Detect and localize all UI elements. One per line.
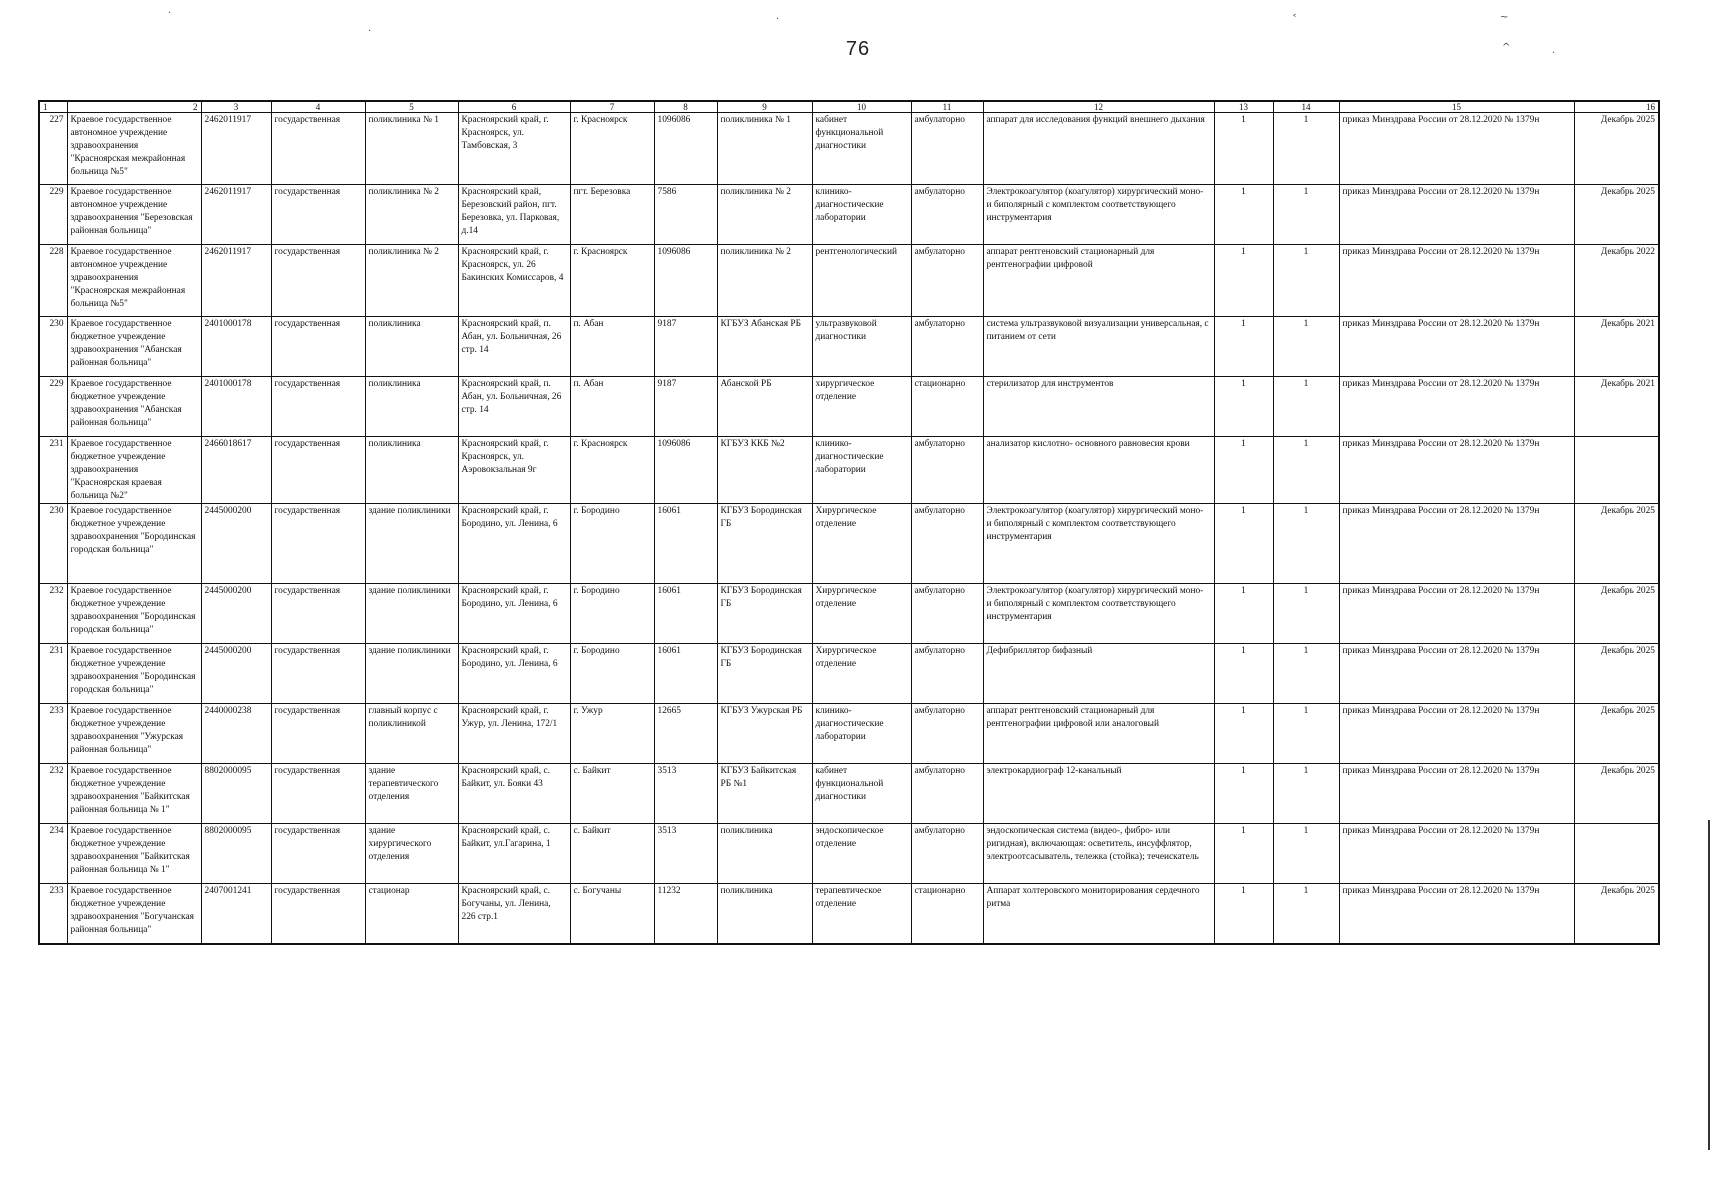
cell-number: 234 — [39, 824, 67, 884]
cell-number: 232 — [39, 584, 67, 644]
column-header: 16 — [1574, 101, 1659, 113]
cell-ownership: государственная — [271, 644, 365, 704]
cell-number: 230 — [39, 317, 67, 377]
cell-number: 232 — [39, 764, 67, 824]
cell-regulation: приказ Минздрава России от 28.12.2020 № 1379н — [1339, 644, 1574, 704]
cell-unit: КГБУЗ Ужурская РБ — [717, 704, 812, 764]
cell-equipment: Электрокоагулятор (коагулятор) хирургический моно- и биполярный с комплектом соответствующего инструментария — [983, 504, 1214, 584]
cell-inn: 8802000095 — [201, 824, 271, 884]
cell-ownership: государственная — [271, 377, 365, 437]
registry-sheet — [38, 100, 1658, 945]
cell-equipment: эндоскопическая система (видео-, фибро- или ригидная), включающая: осветитель, инсуффлятор, электроотсасыватель, тележка (стойка); течеискатель — [983, 824, 1214, 884]
cell-unit: КГБУЗ ККБ №2 — [717, 437, 812, 504]
cell-unit: Абанской РБ — [717, 377, 812, 437]
column-header: 7 — [570, 101, 654, 113]
cell-equipment: анализатор кислотно- основного равновесия крови — [983, 437, 1214, 504]
cell-population: 1096086 — [654, 245, 717, 317]
cell-population: 11232 — [654, 884, 717, 944]
cell-equipment: электрокардиограф 12-канальный — [983, 764, 1214, 824]
equipment-registry-table — [38, 100, 1660, 945]
cell-ownership: государственная — [271, 584, 365, 644]
cell-settlement: г. Ужур — [570, 704, 654, 764]
cell-building: здание поликлиники — [365, 644, 458, 704]
cell-care-form: амбулаторно — [911, 185, 983, 245]
cell-ownership: государственная — [271, 824, 365, 884]
cell-care-form: амбулаторно — [911, 644, 983, 704]
cell-unit: КГБУЗ Бородинская ГБ — [717, 584, 812, 644]
cell-deadline: Декабрь 2025 — [1574, 644, 1659, 704]
cell-equipment: Электрокоагулятор (коагулятор) хирургический моно- и биполярный с комплектом соответствующего инструментария — [983, 584, 1214, 644]
cell-quantity-required: 1 — [1214, 504, 1273, 584]
cell-quantity-required: 1 — [1214, 377, 1273, 437]
cell-equipment: система ультразвуковой визуализации универсальная, с питанием от сети — [983, 317, 1214, 377]
cell-department: хирургическое отделение — [812, 377, 911, 437]
column-header: 2 — [67, 101, 201, 113]
cell-care-form: амбулаторно — [911, 764, 983, 824]
cell-institution: Краевое государственное бюджетное учреждение здравоохранения "Байкитская районная больница № 1" — [67, 824, 201, 884]
scan-speck: · — [368, 26, 372, 37]
cell-population: 7586 — [654, 185, 717, 245]
cell-number: 230 — [39, 504, 67, 584]
cell-deadline: Декабрь 2025 — [1574, 504, 1659, 584]
cell-ownership: государственная — [271, 185, 365, 245]
cell-quantity-planned: 1 — [1273, 245, 1339, 317]
cell-population: 9187 — [654, 377, 717, 437]
cell-quantity-required: 1 — [1214, 185, 1273, 245]
cell-inn: 2462011917 — [201, 245, 271, 317]
cell-regulation: приказ Минздрава России от 28.12.2020 № 1379н — [1339, 437, 1574, 504]
scan-speck: ˂ — [1292, 14, 1297, 25]
cell-address: Красноярский край, г. Бородино, ул. Ленина, 6 — [458, 584, 570, 644]
table-row — [39, 317, 1659, 377]
cell-department: терапевтическое отделение — [812, 884, 911, 944]
cell-address: Красноярский край, г. Ужур, ул. Ленина, 172/1 — [458, 704, 570, 764]
cell-institution: Краевое государственное бюджетное учреждение здравоохранения "Богучанская районная больница" — [67, 884, 201, 944]
cell-institution: Краевое государственное бюджетное учреждение здравоохранения "Абанская районная больница" — [67, 377, 201, 437]
cell-population: 16061 — [654, 644, 717, 704]
registry-body — [39, 113, 1659, 944]
column-header: 3 — [201, 101, 271, 113]
cell-equipment: Электрокоагулятор (коагулятор) хирургический моно- и биполярный с комплектом соответствующего инструментария — [983, 185, 1214, 245]
cell-unit: КГБУЗ Байкитская РБ №1 — [717, 764, 812, 824]
page-number: 76 — [845, 38, 871, 60]
cell-regulation: приказ Минздрава России от 28.12.2020 № 1379н — [1339, 504, 1574, 584]
table-row — [39, 764, 1659, 824]
column-header: 6 — [458, 101, 570, 113]
table-row — [39, 185, 1659, 245]
cell-quantity-planned: 1 — [1273, 317, 1339, 377]
cell-care-form: стационарно — [911, 884, 983, 944]
cell-care-form: амбулаторно — [911, 317, 983, 377]
cell-deadline: Декабрь 2025 — [1574, 185, 1659, 245]
cell-deadline: Декабрь 2025 — [1574, 764, 1659, 824]
cell-address: Красноярский край, г. Красноярск, ул. Тамбовская, 3 — [458, 113, 570, 185]
cell-institution: Краевое государственное бюджетное учреждение здравоохранения "Бородинская городская больница" — [67, 644, 201, 704]
cell-address: Красноярский край, п. Абан, ул. Больничная, 26 стр. 14 — [458, 317, 570, 377]
cell-building: главный корпус с поликлиникой — [365, 704, 458, 764]
cell-ownership: государственная — [271, 437, 365, 504]
scan-speck: ^ — [1502, 42, 1511, 53]
table-row — [39, 704, 1659, 764]
cell-unit: КГБУЗ Бородинская ГБ — [717, 504, 812, 584]
cell-quantity-planned: 1 — [1273, 884, 1339, 944]
cell-address: Красноярский край, г. Красноярск, ул. Аэровокзальная 9г — [458, 437, 570, 504]
cell-number: 231 — [39, 437, 67, 504]
column-header: 10 — [812, 101, 911, 113]
cell-equipment: аппарат рентгеновский стационарный для рентгенографии цифровой — [983, 245, 1214, 317]
cell-regulation: приказ Минздрава России от 28.12.2020 № 1379н — [1339, 884, 1574, 944]
cell-quantity-planned: 1 — [1273, 504, 1339, 584]
header-row — [39, 101, 1659, 113]
cell-deadline: Декабрь 2025 — [1574, 884, 1659, 944]
cell-address: Красноярский край, г. Красноярск, ул. 26 Бакинских Комиссаров, 4 — [458, 245, 570, 317]
cell-institution: Краевое государственное бюджетное учреждение здравоохранения "Красноярская краевая больница №2" — [67, 437, 201, 504]
cell-regulation: приказ Минздрава России от 28.12.2020 № 1379н — [1339, 704, 1574, 764]
cell-number: 233 — [39, 704, 67, 764]
scan-speck: ~ — [1500, 12, 1509, 23]
cell-deadline: Декабрь 2021 — [1574, 317, 1659, 377]
cell-building: здание поликлиники — [365, 504, 458, 584]
cell-quantity-required: 1 — [1214, 884, 1273, 944]
cell-equipment: стерилизатор для инструментов — [983, 377, 1214, 437]
cell-number: 227 — [39, 113, 67, 185]
cell-care-form: амбулаторно — [911, 113, 983, 185]
cell-number: 233 — [39, 884, 67, 944]
cell-quantity-required: 1 — [1214, 245, 1273, 317]
cell-department: Хирургическое отделение — [812, 584, 911, 644]
column-header: 12 — [983, 101, 1214, 113]
cell-settlement: п. Абан — [570, 317, 654, 377]
cell-quantity-required: 1 — [1214, 764, 1273, 824]
cell-institution: Краевое государственное бюджетное учреждение здравоохранения "Абанская районная больница" — [67, 317, 201, 377]
cell-equipment: аппарат рентгеновский стационарный для рентгенографии цифровой или аналоговый — [983, 704, 1214, 764]
cell-deadline: Декабрь 2025 — [1574, 704, 1659, 764]
cell-regulation: приказ Минздрава России от 28.12.2020 № 1379н — [1339, 113, 1574, 185]
cell-building: поликлиника № 1 — [365, 113, 458, 185]
cell-settlement: г. Красноярск — [570, 437, 654, 504]
cell-deadline: Декабрь 2021 — [1574, 377, 1659, 437]
cell-deadline: Декабрь 2025 — [1574, 113, 1659, 185]
table-row — [39, 644, 1659, 704]
cell-unit: поликлиника № 2 — [717, 245, 812, 317]
cell-ownership: государственная — [271, 113, 365, 185]
cell-department: ультразвуковой диагностики — [812, 317, 911, 377]
cell-care-form: амбулаторно — [911, 584, 983, 644]
cell-unit: поликлиника — [717, 824, 812, 884]
cell-quantity-required: 1 — [1214, 644, 1273, 704]
scan-speck: · — [1552, 48, 1556, 59]
cell-quantity-required: 1 — [1214, 584, 1273, 644]
cell-deadline: Декабрь 2022 — [1574, 245, 1659, 317]
cell-population: 1096086 — [654, 437, 717, 504]
cell-number: 229 — [39, 377, 67, 437]
cell-settlement: с. Байкит — [570, 824, 654, 884]
cell-deadline — [1574, 824, 1659, 884]
cell-address: Красноярский край, с. Богучаны, ул. Ленина, 226 стр.1 — [458, 884, 570, 944]
cell-address: Красноярский край, Березовский район, пгт. Березовка, ул. Парковая, д.14 — [458, 185, 570, 245]
cell-inn: 8802000095 — [201, 764, 271, 824]
cell-building: поликлиника — [365, 317, 458, 377]
cell-inn: 2407001241 — [201, 884, 271, 944]
cell-department: эндоскопическое отделение — [812, 824, 911, 884]
cell-institution: Краевое государственное автономное учреждение здравоохранения "Красноярская межрайонная больница №5" — [67, 245, 201, 317]
column-header: 1 — [39, 101, 67, 113]
cell-population: 1096086 — [654, 113, 717, 185]
cell-deadline: Декабрь 2025 — [1574, 584, 1659, 644]
cell-care-form: амбулаторно — [911, 245, 983, 317]
cell-department: Хирургическое отделение — [812, 644, 911, 704]
cell-settlement: г. Бородино — [570, 584, 654, 644]
table-row — [39, 504, 1659, 584]
cell-unit: поликлиника — [717, 884, 812, 944]
cell-department: рентгенологический — [812, 245, 911, 317]
cell-quantity-planned: 1 — [1273, 185, 1339, 245]
cell-quantity-required: 1 — [1214, 113, 1273, 185]
cell-regulation: приказ Минздрава России от 28.12.2020 № 1379н — [1339, 824, 1574, 884]
table-row — [39, 437, 1659, 504]
column-header: 11 — [911, 101, 983, 113]
cell-care-form: стационарно — [911, 377, 983, 437]
cell-department: клинико-диагностические лаборатории — [812, 185, 911, 245]
cell-building: поликлиника № 2 — [365, 185, 458, 245]
column-header: 9 — [717, 101, 812, 113]
cell-building: поликлиника — [365, 437, 458, 504]
cell-quantity-planned: 1 — [1273, 584, 1339, 644]
cell-inn: 2401000178 — [201, 377, 271, 437]
cell-department: кабинет функциональной диагностики — [812, 113, 911, 185]
cell-institution: Краевое государственное бюджетное учреждение здравоохранения "Ужурская районная больница" — [67, 704, 201, 764]
cell-number: 231 — [39, 644, 67, 704]
cell-settlement: п. Абан — [570, 377, 654, 437]
cell-inn: 2445000200 — [201, 644, 271, 704]
column-header: 14 — [1273, 101, 1339, 113]
cell-quantity-planned: 1 — [1273, 824, 1339, 884]
cell-population: 3513 — [654, 764, 717, 824]
cell-settlement: с. Байкит — [570, 764, 654, 824]
cell-regulation: приказ Минздрава России от 28.12.2020 № 1379н — [1339, 185, 1574, 245]
cell-regulation: приказ Минздрава России от 28.12.2020 № 1379н — [1339, 317, 1574, 377]
cell-address: Красноярский край, г. Бородино, ул. Ленина, 6 — [458, 504, 570, 584]
scan-edge-line — [1708, 820, 1710, 1150]
cell-address: Красноярский край, с. Байкит, ул.Гагарина, 1 — [458, 824, 570, 884]
cell-building: поликлиника — [365, 377, 458, 437]
cell-inn: 2466018617 — [201, 437, 271, 504]
cell-care-form: амбулаторно — [911, 437, 983, 504]
cell-quantity-required: 1 — [1214, 704, 1273, 764]
cell-quantity-planned: 1 — [1273, 377, 1339, 437]
cell-regulation: приказ Минздрава России от 28.12.2020 № 1379н — [1339, 377, 1574, 437]
cell-settlement: с. Богучаны — [570, 884, 654, 944]
cell-building: стационар — [365, 884, 458, 944]
cell-department: кабинет функциональной диагностики — [812, 764, 911, 824]
cell-address: Красноярский край, г. Бородино, ул. Ленина, 6 — [458, 644, 570, 704]
cell-ownership: государственная — [271, 245, 365, 317]
cell-regulation: приказ Минздрава России от 28.12.2020 № 1379н — [1339, 245, 1574, 317]
cell-quantity-planned: 1 — [1273, 437, 1339, 504]
cell-inn: 2462011917 — [201, 113, 271, 185]
cell-department: Хирургическое отделение — [812, 504, 911, 584]
cell-ownership: государственная — [271, 884, 365, 944]
cell-ownership: государственная — [271, 704, 365, 764]
cell-quantity-required: 1 — [1214, 437, 1273, 504]
cell-institution: Краевое государственное бюджетное учреждение здравоохранения "Бородинская городская больница" — [67, 504, 201, 584]
cell-ownership: государственная — [271, 764, 365, 824]
table-row — [39, 113, 1659, 185]
cell-equipment: Аппарат холтеровского мониторирования сердечного ритма — [983, 884, 1214, 944]
cell-deadline — [1574, 437, 1659, 504]
table-row — [39, 824, 1659, 884]
cell-regulation: приказ Минздрава России от 28.12.2020 № 1379н — [1339, 764, 1574, 824]
cell-department: клинико-диагностические лаборатории — [812, 437, 911, 504]
cell-ownership: государственная — [271, 317, 365, 377]
cell-population: 3513 — [654, 824, 717, 884]
column-header: 4 — [271, 101, 365, 113]
cell-inn: 2401000178 — [201, 317, 271, 377]
cell-settlement: пгт. Березовка — [570, 185, 654, 245]
cell-settlement: г. Бородино — [570, 504, 654, 584]
cell-ownership: государственная — [271, 504, 365, 584]
cell-care-form: амбулаторно — [911, 704, 983, 764]
cell-number: 228 — [39, 245, 67, 317]
cell-settlement: г. Бородино — [570, 644, 654, 704]
cell-institution: Краевое государственное автономное учреждение здравоохранения "Березовская районная больница" — [67, 185, 201, 245]
cell-address: Красноярский край, п. Абан, ул. Больничная, 26 стр. 14 — [458, 377, 570, 437]
cell-equipment: Дефибриллятор бифазный — [983, 644, 1214, 704]
cell-unit: поликлиника № 1 — [717, 113, 812, 185]
table-row — [39, 377, 1659, 437]
cell-number: 229 — [39, 185, 67, 245]
column-header: 13 — [1214, 101, 1273, 113]
column-header: 15 — [1339, 101, 1574, 113]
cell-quantity-required: 1 — [1214, 317, 1273, 377]
table-row — [39, 584, 1659, 644]
cell-inn: 2445000200 — [201, 504, 271, 584]
table-row — [39, 245, 1659, 317]
cell-inn: 2440000238 — [201, 704, 271, 764]
scan-speck: · — [168, 8, 172, 19]
cell-institution: Краевое государственное автономное учреждение здравоохранения "Красноярская межрайонная больница №5" — [67, 113, 201, 185]
column-header: 8 — [654, 101, 717, 113]
cell-quantity-required: 1 — [1214, 824, 1273, 884]
cell-settlement: г. Красноярск — [570, 245, 654, 317]
cell-care-form: амбулаторно — [911, 504, 983, 584]
cell-care-form: амбулаторно — [911, 824, 983, 884]
cell-building: здание поликлиники — [365, 584, 458, 644]
cell-regulation: приказ Минздрава России от 28.12.2020 № 1379н — [1339, 584, 1574, 644]
cell-address: Красноярский край, с. Байкит, ул. Бояки 43 — [458, 764, 570, 824]
cell-quantity-planned: 1 — [1273, 113, 1339, 185]
cell-building: здание терапевтического отделения — [365, 764, 458, 824]
cell-population: 12665 — [654, 704, 717, 764]
column-header: 5 — [365, 101, 458, 113]
cell-inn: 2445000200 — [201, 584, 271, 644]
scan-speck: · — [776, 14, 780, 25]
cell-unit: поликлиника № 2 — [717, 185, 812, 245]
cell-building: здание хирургического отделения — [365, 824, 458, 884]
cell-population: 16061 — [654, 584, 717, 644]
cell-quantity-planned: 1 — [1273, 764, 1339, 824]
cell-unit: КГБУЗ Бородинская ГБ — [717, 644, 812, 704]
cell-population: 9187 — [654, 317, 717, 377]
cell-quantity-planned: 1 — [1273, 704, 1339, 764]
cell-department: клинико-диагностические лаборатории — [812, 704, 911, 764]
table-row — [39, 884, 1659, 944]
cell-institution: Краевое государственное бюджетное учреждение здравоохранения "Байкитская районная больница № 1" — [67, 764, 201, 824]
cell-inn: 2462011917 — [201, 185, 271, 245]
cell-equipment: аппарат для исследования функций внешнего дыхания — [983, 113, 1214, 185]
cell-unit: КГБУЗ Абанская РБ — [717, 317, 812, 377]
cell-building: поликлиника № 2 — [365, 245, 458, 317]
cell-quantity-planned: 1 — [1273, 644, 1339, 704]
cell-population: 16061 — [654, 504, 717, 584]
cell-institution: Краевое государственное бюджетное учреждение здравоохранения "Бородинская городская больница" — [67, 584, 201, 644]
cell-settlement: г. Красноярск — [570, 113, 654, 185]
